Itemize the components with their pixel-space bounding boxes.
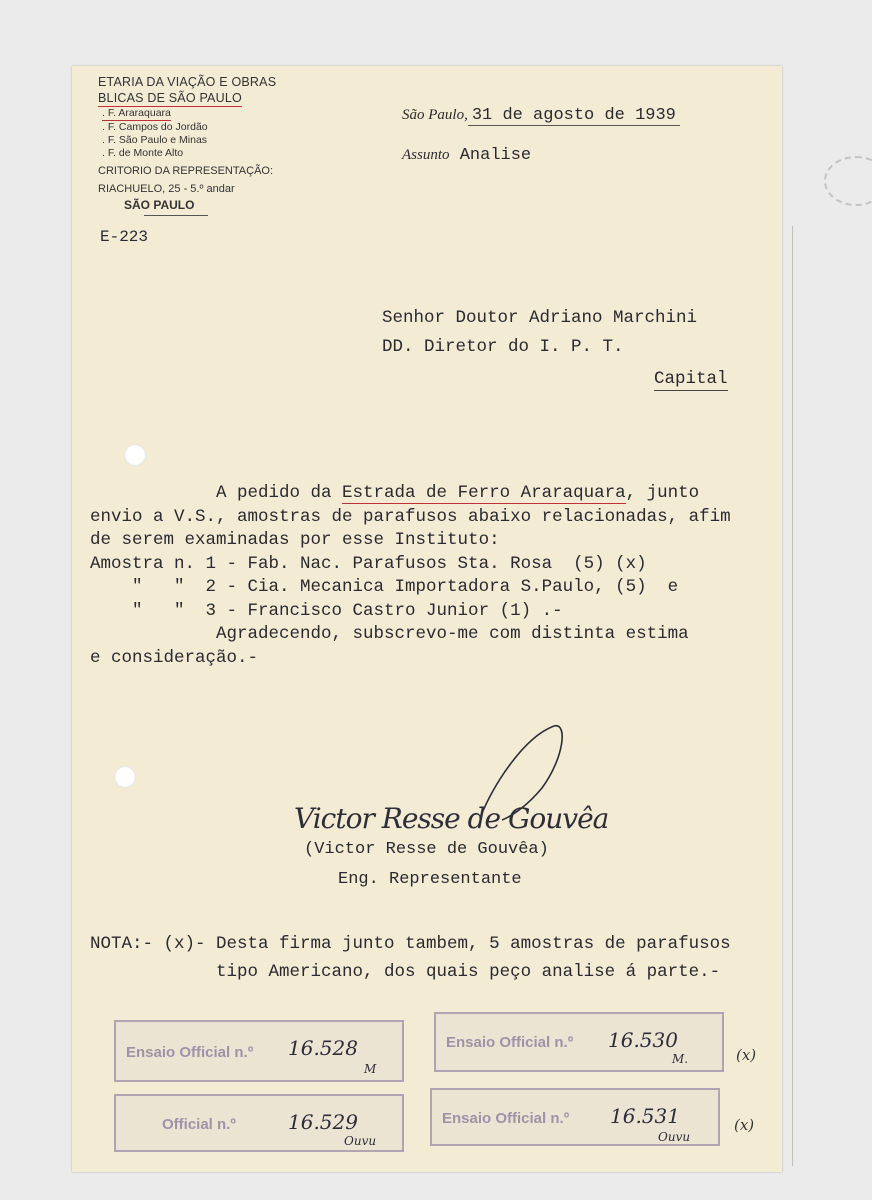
- signature-handwritten: Victor Resse de Gouvêa: [294, 802, 609, 835]
- body-closing1: Agradecendo, subscrevo-me com distinta estima: [90, 624, 689, 644]
- date-value: 31 de agosto de 1939: [468, 106, 680, 126]
- note-line2: tipo Americano, dos quais peço analise á parte.-: [90, 962, 721, 982]
- letter-body: [90, 482, 731, 670]
- stamp-label: Ensaio Official n.º: [446, 1034, 574, 1051]
- letterhead: [98, 74, 278, 216]
- letterhead-railway2: . F. Campos do Jordão: [102, 121, 208, 133]
- stamp-initial: Ouvu: [344, 1134, 377, 1148]
- body-sample2: " " 2 - Cia. Mecanica Importadora S.Paulo, (5) e: [90, 577, 679, 597]
- letterhead-railway3: . F. São Paulo e Minas: [102, 134, 208, 146]
- lab-stamp-3: [114, 1094, 404, 1152]
- stamp-number: 16.529: [288, 1110, 358, 1134]
- addressee-line1: Senhor Doutor Adriano Marchini: [382, 308, 698, 328]
- punch-hole-bottom: [114, 766, 136, 788]
- body-p1-start: A pedido da: [90, 483, 343, 503]
- body-p1-end: , junto: [625, 483, 700, 503]
- letter-page: [72, 66, 782, 1172]
- stamp-label: Ensaio Official n.º: [442, 1110, 570, 1127]
- stamp-number: 16.528: [288, 1036, 358, 1060]
- subject-value: Analise: [459, 146, 532, 165]
- letterhead-rule: [144, 215, 208, 216]
- note-line1: NOTA:- (x)- Desta firma junto tambem, 5 amostras de parafusos: [90, 934, 731, 954]
- stamp-label: Official n.º: [162, 1116, 236, 1133]
- note-block: [90, 930, 731, 986]
- letterhead-railway1: . F. Araraquara: [102, 107, 171, 119]
- lab-stamp-2: [434, 1012, 724, 1072]
- addressee-line2: DD. Diretor do I. P. T.: [382, 337, 624, 357]
- paper-fold-line: [792, 226, 793, 1166]
- addressee-city: Capital: [654, 369, 728, 389]
- body-p3: de serem examinadas por esse Instituto:: [90, 530, 500, 550]
- letterhead-city: SÃO PAULO: [124, 198, 195, 212]
- signature-name: (Victor Resse de Gouvêa): [304, 840, 549, 859]
- stamp-number: 16.530: [608, 1028, 678, 1052]
- body-railway-name: Estrada de Ferro Araraquara: [342, 483, 626, 503]
- letterhead-address: RIACHUELO, 25 - 5.º andar: [98, 183, 235, 195]
- date-line: [402, 106, 680, 126]
- punch-hole-top: [124, 444, 146, 466]
- signature-role: Eng. Representante: [338, 870, 522, 889]
- body-closing2: e consideração.-: [90, 647, 259, 668]
- stamp-x-mark: (x): [734, 1116, 755, 1134]
- subject-label: Assunto: [402, 147, 450, 163]
- stamp-initial: M: [364, 1062, 377, 1076]
- letterhead-office: CRITORIO DA REPRESENTAÇÃO:: [98, 165, 274, 177]
- body-sample1: Amostra n. 1 - Fab. Nac. Parafusos Sta. Rosa (5) (x): [90, 553, 647, 574]
- letterhead-line2: BLICAS DE SÃO PAULO: [98, 91, 242, 105]
- stamp-x-mark: (x): [736, 1046, 757, 1064]
- stamp-label: Ensaio Official n.º: [126, 1044, 254, 1061]
- letterhead-line1: ETARIA DA VIAÇÃO E OBRAS: [98, 75, 277, 89]
- letterhead-railway4: . F. de Monte Alto: [102, 147, 184, 159]
- stamp-initial: M.: [672, 1052, 689, 1066]
- addressee-block: [382, 304, 697, 362]
- lab-stamp-1: [114, 1020, 404, 1082]
- body-p2: envio a V.S., amostras de parafusos abaixo relacionadas, afim: [90, 506, 731, 527]
- lab-stamp-4: [430, 1088, 720, 1146]
- reference-code: E-223: [100, 228, 149, 246]
- stamp-initial: Ouvu: [658, 1130, 691, 1144]
- postal-stamp-mark: [824, 156, 872, 206]
- body-sample3: " " 3 - Francisco Castro Junior (1) .-: [90, 600, 563, 621]
- subject-line: [402, 146, 531, 165]
- stamp-number: 16.531: [610, 1104, 680, 1128]
- date-label: São Paulo,: [402, 107, 468, 123]
